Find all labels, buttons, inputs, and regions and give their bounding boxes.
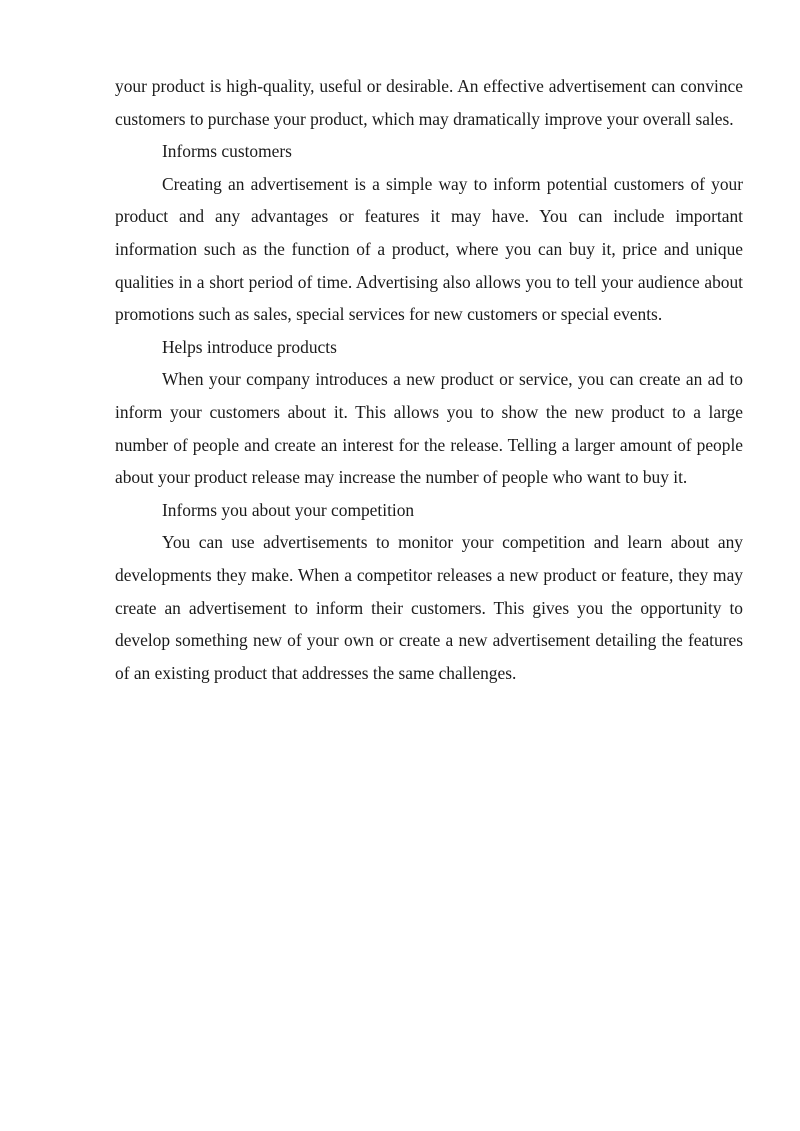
- paragraph-continued: your product is high-quality, useful or desirable. An effective advertisement can convince customers to purchase your product, which may dramatically improve your overall sales.: [115, 76, 743, 129]
- paragraph-informs-customers: Creating an advertisement is a simple way to inform potential customers of your product and any advantages or features it may have. You can include important information such as the function of a product, where you can buy it, price and unique qualities in a short period of time. Advertising also allows you to tell your audience about promotions such as sales, special services for new customers or special events.: [115, 173, 743, 325]
- section-heading-competition: Informs you about your competition: [162, 499, 415, 520]
- document-body: [115, 70, 743, 689]
- section-heading-introduce-products: Helps introduce products: [162, 336, 337, 357]
- paragraph-introduce-products: When your company introduces a new product or service, you can create an ad to inform your customers about it. This allows you to show the new product to a large number of people and create an interest for the release. Telling a larger amount of people about your product release may increase the number of people who want to buy it.: [115, 369, 743, 488]
- section-heading-informs-customers: Informs customers: [162, 141, 292, 162]
- paragraph-competition: You can use advertisements to monitor your competition and learn about any developments they make. When a competitor releases a new product or feature, they may create an advertisement to inform their customers. This gives you the opportunity to develop something new of your own or create a new advertisement detailing the features of an existing product that addresses the same challenges.: [115, 532, 743, 683]
